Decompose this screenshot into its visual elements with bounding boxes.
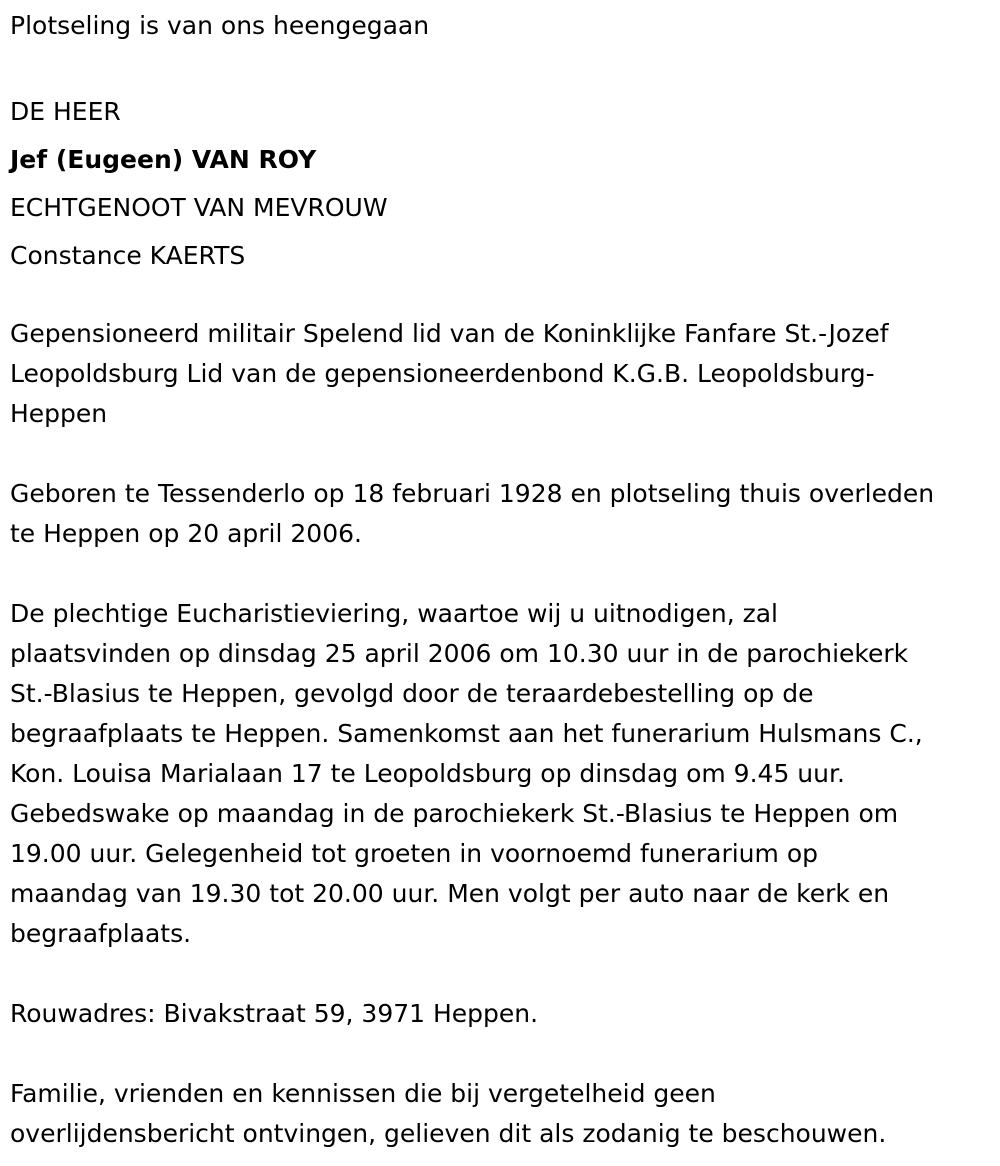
ceremony-line: begraafplaats. bbox=[10, 919, 192, 948]
intro-text: Plotseling is van ons heengegaan bbox=[10, 11, 430, 40]
spouse-name: Constance KAERTS bbox=[10, 241, 246, 270]
spacer bbox=[10, 554, 995, 594]
closing-line: Familie, vrienden en kennissen die bij vergetelheid geen bbox=[10, 1079, 716, 1108]
birth-death-line: te Heppen op 20 april 2006. bbox=[10, 519, 362, 548]
spacer bbox=[10, 46, 995, 86]
birth-death-line: Geboren te Tessenderlo op 18 februari 1928 en plotseling thuis overleden bbox=[10, 479, 935, 508]
spacer bbox=[10, 954, 995, 994]
occupation-line: Heppen bbox=[10, 399, 108, 428]
ceremony-line: maandag van 19.30 tot 20.00 uur. Men volgt per auto naar de kerk en bbox=[10, 879, 890, 908]
ceremony-line: De plechtige Eucharistieviering, waartoe wij u uitnodigen, zal bbox=[10, 599, 778, 628]
ceremony-line: St.-Blasius te Heppen, gevolgd door de teraardebestelling op de bbox=[10, 679, 814, 708]
closing-paragraph bbox=[10, 1074, 995, 1154]
closing-line: overlijdensbericht ontvingen, gelieven dit als zodanig te beschouwen. bbox=[10, 1119, 887, 1148]
occupation-paragraph bbox=[10, 314, 995, 434]
deceased-name: Jef (Eugeen) VAN ROY bbox=[10, 145, 317, 174]
spacer bbox=[10, 434, 995, 474]
ceremony-line: 19.00 uur. Gelegenheid tot groeten in voornoemd funerarium op bbox=[10, 839, 818, 868]
ceremony-line: Gebedswake op maandag in de parochiekerk St.-Blasius te Heppen om bbox=[10, 799, 899, 828]
mourning-address: Rouwadres: Bivakstraat 59, 3971 Heppen. bbox=[10, 999, 539, 1028]
spouse-label: ECHTGENOOT VAN MEVROUW bbox=[10, 193, 388, 222]
occupation-line: Leopoldsburg Lid van de gepensioneerdenbond K.G.B. Leopoldsburg- bbox=[10, 359, 875, 388]
title-prefix: DE HEER bbox=[10, 97, 121, 126]
ceremony-line: plaatsvinden op dinsdag 25 april 2006 om 10.30 uur in de parochiekerk bbox=[10, 639, 909, 668]
spacer bbox=[10, 1034, 995, 1074]
birth-death-paragraph bbox=[10, 474, 995, 554]
spacer bbox=[10, 276, 995, 314]
occupation-line: Gepensioneerd militair Spelend lid van de Koninklijke Fanfare St.-Jozef bbox=[10, 319, 889, 348]
obituary-document bbox=[10, 0, 995, 1154]
ceremony-paragraph bbox=[10, 594, 995, 954]
ceremony-line: Kon. Louisa Marialaan 17 te Leopoldsburg op dinsdag om 9.45 uur. bbox=[10, 759, 845, 788]
ceremony-line: begraafplaats te Heppen. Samenkomst aan het funerarium Hulsmans C., bbox=[10, 719, 923, 748]
